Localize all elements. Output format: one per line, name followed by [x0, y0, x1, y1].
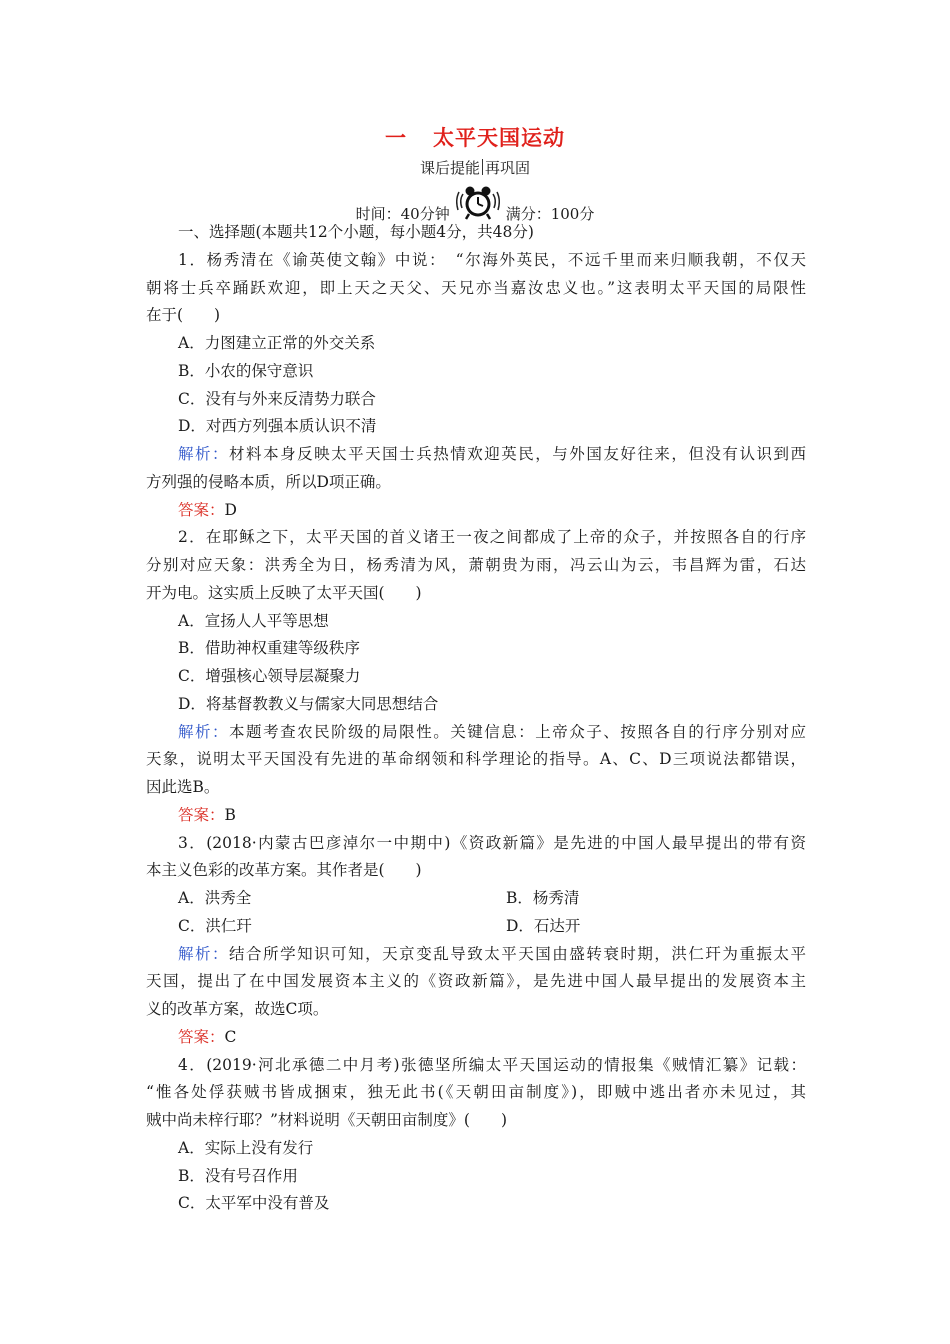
q1-analysis-text: 材料本身反映太平天国士兵热情欢迎英民，与外国友好往来，但没有认识到西 [229, 445, 806, 463]
q1-stem-line: 朝将士兵卒踊跃欢迎，即上天之天父、天兄亦当嘉汝忠义也。”这表明太平天国的局限性 [146, 279, 806, 297]
q4-option[interactable]: B．没有号召作用 [178, 1167, 298, 1185]
analysis-label: 解析： [178, 723, 230, 741]
subtitle-divider [482, 159, 483, 175]
q2-stem-line: 分别对应天象：洪秀全为日，杨秀清为风，萧朝贵为雨，冯云山为云，韦昌辉为雷，石达 [146, 556, 806, 574]
full-score: 满分：100分 [505, 205, 595, 223]
q2-answer [146, 805, 806, 825]
answer-label: 答案： [178, 1028, 225, 1046]
q2-option[interactable]: C．增强核心领导层凝聚力 [178, 667, 361, 685]
q3-option[interactable]: A．洪秀全 [178, 889, 252, 907]
q3-analysis-text: 结合所学知识可知，天京变乱导致太平天国由盛转衰时期，洪仁玕为重振太平 [229, 945, 806, 963]
time-limit: 时间：40分钟 [355, 205, 450, 223]
q4-stem-line: 贼中尚未梓行耶？”材料说明《天朝田亩制度》( ) [146, 1111, 508, 1129]
q1-option[interactable]: B．小农的保守意识 [178, 362, 314, 380]
q2-analysis-text: 因此选B。 [146, 778, 220, 796]
q4-stem-line: “惟各处俘获贼书皆成捆束，独无此书(《天朝田亩制度》)，即贼中逃出者亦未见过，其 [146, 1083, 806, 1101]
q1-answer [146, 500, 806, 520]
q1-stem-line: 1．杨秀清在《谕英使文翰》中说： “尔海外英民，不远千里而来归顺我朝，不仅天 [178, 251, 806, 269]
q2-option[interactable]: D．将基督教教义与儒家大同思想结合 [178, 695, 439, 713]
section-heading: 一、选择题(本题共12个小题，每小题4分，共48分) [178, 223, 534, 241]
q3-answer [146, 1027, 806, 1047]
q3-option[interactable]: B．杨秀清 [506, 889, 580, 907]
subtitle [0, 157, 950, 178]
q3-analysis-text: 义的改革方案，故选C项。 [146, 1000, 329, 1018]
q2-stem-line: 开为电。这实质上反映了太平天国( ) [146, 584, 422, 602]
q4-option[interactable]: A．实际上没有发行 [178, 1139, 314, 1157]
title-number: 一 [385, 126, 407, 150]
exam-meta [0, 184, 950, 224]
q3-option[interactable]: D．石达开 [506, 917, 581, 935]
q3-analysis [146, 944, 806, 964]
analysis-label: 解析： [178, 945, 230, 963]
q3-option-row [146, 888, 838, 908]
q3-option[interactable]: C．洪仁玕 [178, 917, 252, 935]
q1-option[interactable]: D．对西方列强本质认识不清 [178, 417, 377, 435]
q3-answer-value: C [224, 1028, 237, 1046]
q1-analysis-text: 方列强的侵略本质，所以D项正确。 [146, 473, 391, 491]
q3-stem-line: 本主义色彩的改革方案。其作者是( ) [146, 861, 422, 879]
q1-option[interactable]: C．没有与外来反清势力联合 [178, 390, 376, 408]
q1-stem-line: 在于( ) [146, 306, 221, 324]
q4-stem-line: 4．(2019·河北承德二中月考)张德坚所编太平天国运动的情报集《贼情汇纂》记载： [178, 1056, 806, 1074]
q3-option-row [146, 916, 838, 936]
subtitle-right: 再巩固 [485, 159, 531, 177]
q4-option[interactable]: C．太平军中没有普及 [178, 1194, 330, 1212]
q2-analysis [146, 722, 806, 742]
alarm-clock-icon [456, 184, 500, 224]
q2-stem-line: 2．在耶稣之下，太平天国的首义诸王一夜之间都成了上帝的众子，并按照各自的行序 [178, 528, 806, 546]
title-text: 太平天国运动 [433, 126, 565, 150]
q1-analysis [146, 444, 806, 464]
page-title [0, 122, 950, 152]
answer-label: 答案： [178, 806, 225, 824]
q2-analysis-text: 天象，说明太平天国没有先进的革命纲领和科学理论的指导。A、C、D三项说法都错误， [146, 750, 806, 768]
subtitle-left: 课后提能 [419, 159, 480, 177]
q3-stem-line: 3．(2018·内蒙古巴彦淖尔一中期中)《资政新篇》是先进的中国人最早提出的带有资 [178, 834, 806, 852]
q3-analysis-text: 天国，提出了在中国发展资本主义的《资政新篇》，是先进中国人最早提出的发展资本主 [146, 972, 806, 990]
q2-answer-value: B [224, 806, 236, 824]
q1-answer-value: D [224, 501, 237, 519]
q2-option[interactable]: B．借助神权重建等级秩序 [178, 639, 360, 657]
answer-label: 答案： [178, 501, 225, 519]
q2-option[interactable]: A．宣扬人人平等思想 [178, 612, 329, 630]
q1-option[interactable]: A．力图建立正常的外交关系 [178, 334, 376, 352]
q2-analysis-text: 本题考查农民阶级的局限性。关键信息：上帝众子、按照各自的行序分别对应 [229, 723, 806, 741]
analysis-label: 解析： [178, 445, 230, 463]
